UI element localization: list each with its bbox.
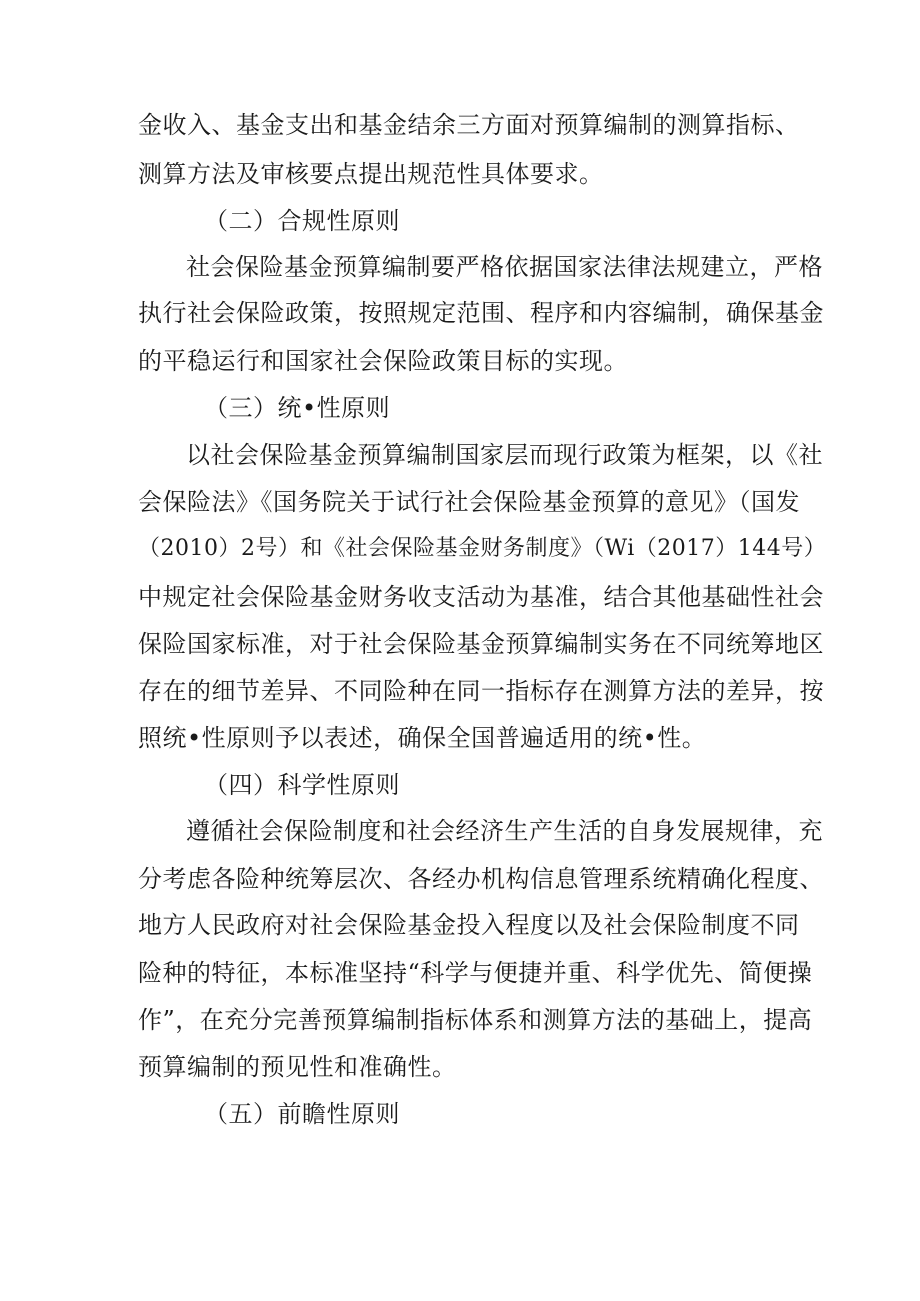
text-line: 会保险法》《国务院关于试行社会保险基金预算的意见》（国发 bbox=[138, 488, 800, 516]
text-line: 照统•性原则予以表述，确保全国普遍适用的统•性。 bbox=[138, 724, 707, 752]
section-heading: （五）前瞻性原则 bbox=[204, 1100, 400, 1128]
text-line: 预算编制的预见性和准确性。 bbox=[138, 1053, 457, 1081]
text-line: 存在的细节差异、不同险种在同一指标存在测算方法的差异，按 bbox=[138, 677, 824, 705]
text-line: 金收入、基金支出和基金结余三方面对预算编制的测算指标、 bbox=[138, 111, 800, 139]
text-line: 社会保险基金预算编制要严格依据国家法律法规建立，严格 bbox=[186, 253, 823, 281]
text-line: 的平稳运行和国家社会保险政策目标的实现。 bbox=[138, 347, 628, 375]
text-line: 测算方法及审核要点提出规范性具体要求。 bbox=[138, 160, 604, 188]
text-line: 遵循社会保险制度和社会经济生产生活的自身发展规律，充 bbox=[186, 817, 823, 845]
section-heading: （三）统•性原则 bbox=[204, 394, 391, 422]
section-heading: （二）合规性原则 bbox=[204, 207, 400, 235]
text-line: 作”，在充分完善预算编制指标体系和测算方法的基础上，提高 bbox=[138, 1006, 813, 1034]
text-line: 地方人民政府对社会保险基金投入程度以及社会保险制度不同 bbox=[138, 911, 800, 939]
text-line: 保险国家标准，对于社会保险基金预算编制实务在不同统筹地区 bbox=[138, 630, 824, 658]
section-heading: （四）科学性原则 bbox=[204, 771, 400, 799]
text-line: 以社会保险基金预算编制国家层而现行政策为框架，以《社 bbox=[186, 441, 823, 469]
text-line: 执行社会保险政策，按照规定范围、程序和内容编制，确保基金 bbox=[138, 299, 824, 327]
text-line: 分考虑各险种统筹层次、各经办机构信息管理系统精确化程度、 bbox=[138, 865, 824, 893]
text-line: 险种的特征，本标准坚持“科学与便捷并重、科学优先、简便操 bbox=[138, 959, 813, 987]
text-line: （2010）2号）和《社会保险基金财务制度》（Wi（2017）144号） bbox=[138, 536, 827, 561]
text-line: 中规定社会保险基金财务收支活动为基准，结合其他基础性社会 bbox=[138, 583, 824, 611]
